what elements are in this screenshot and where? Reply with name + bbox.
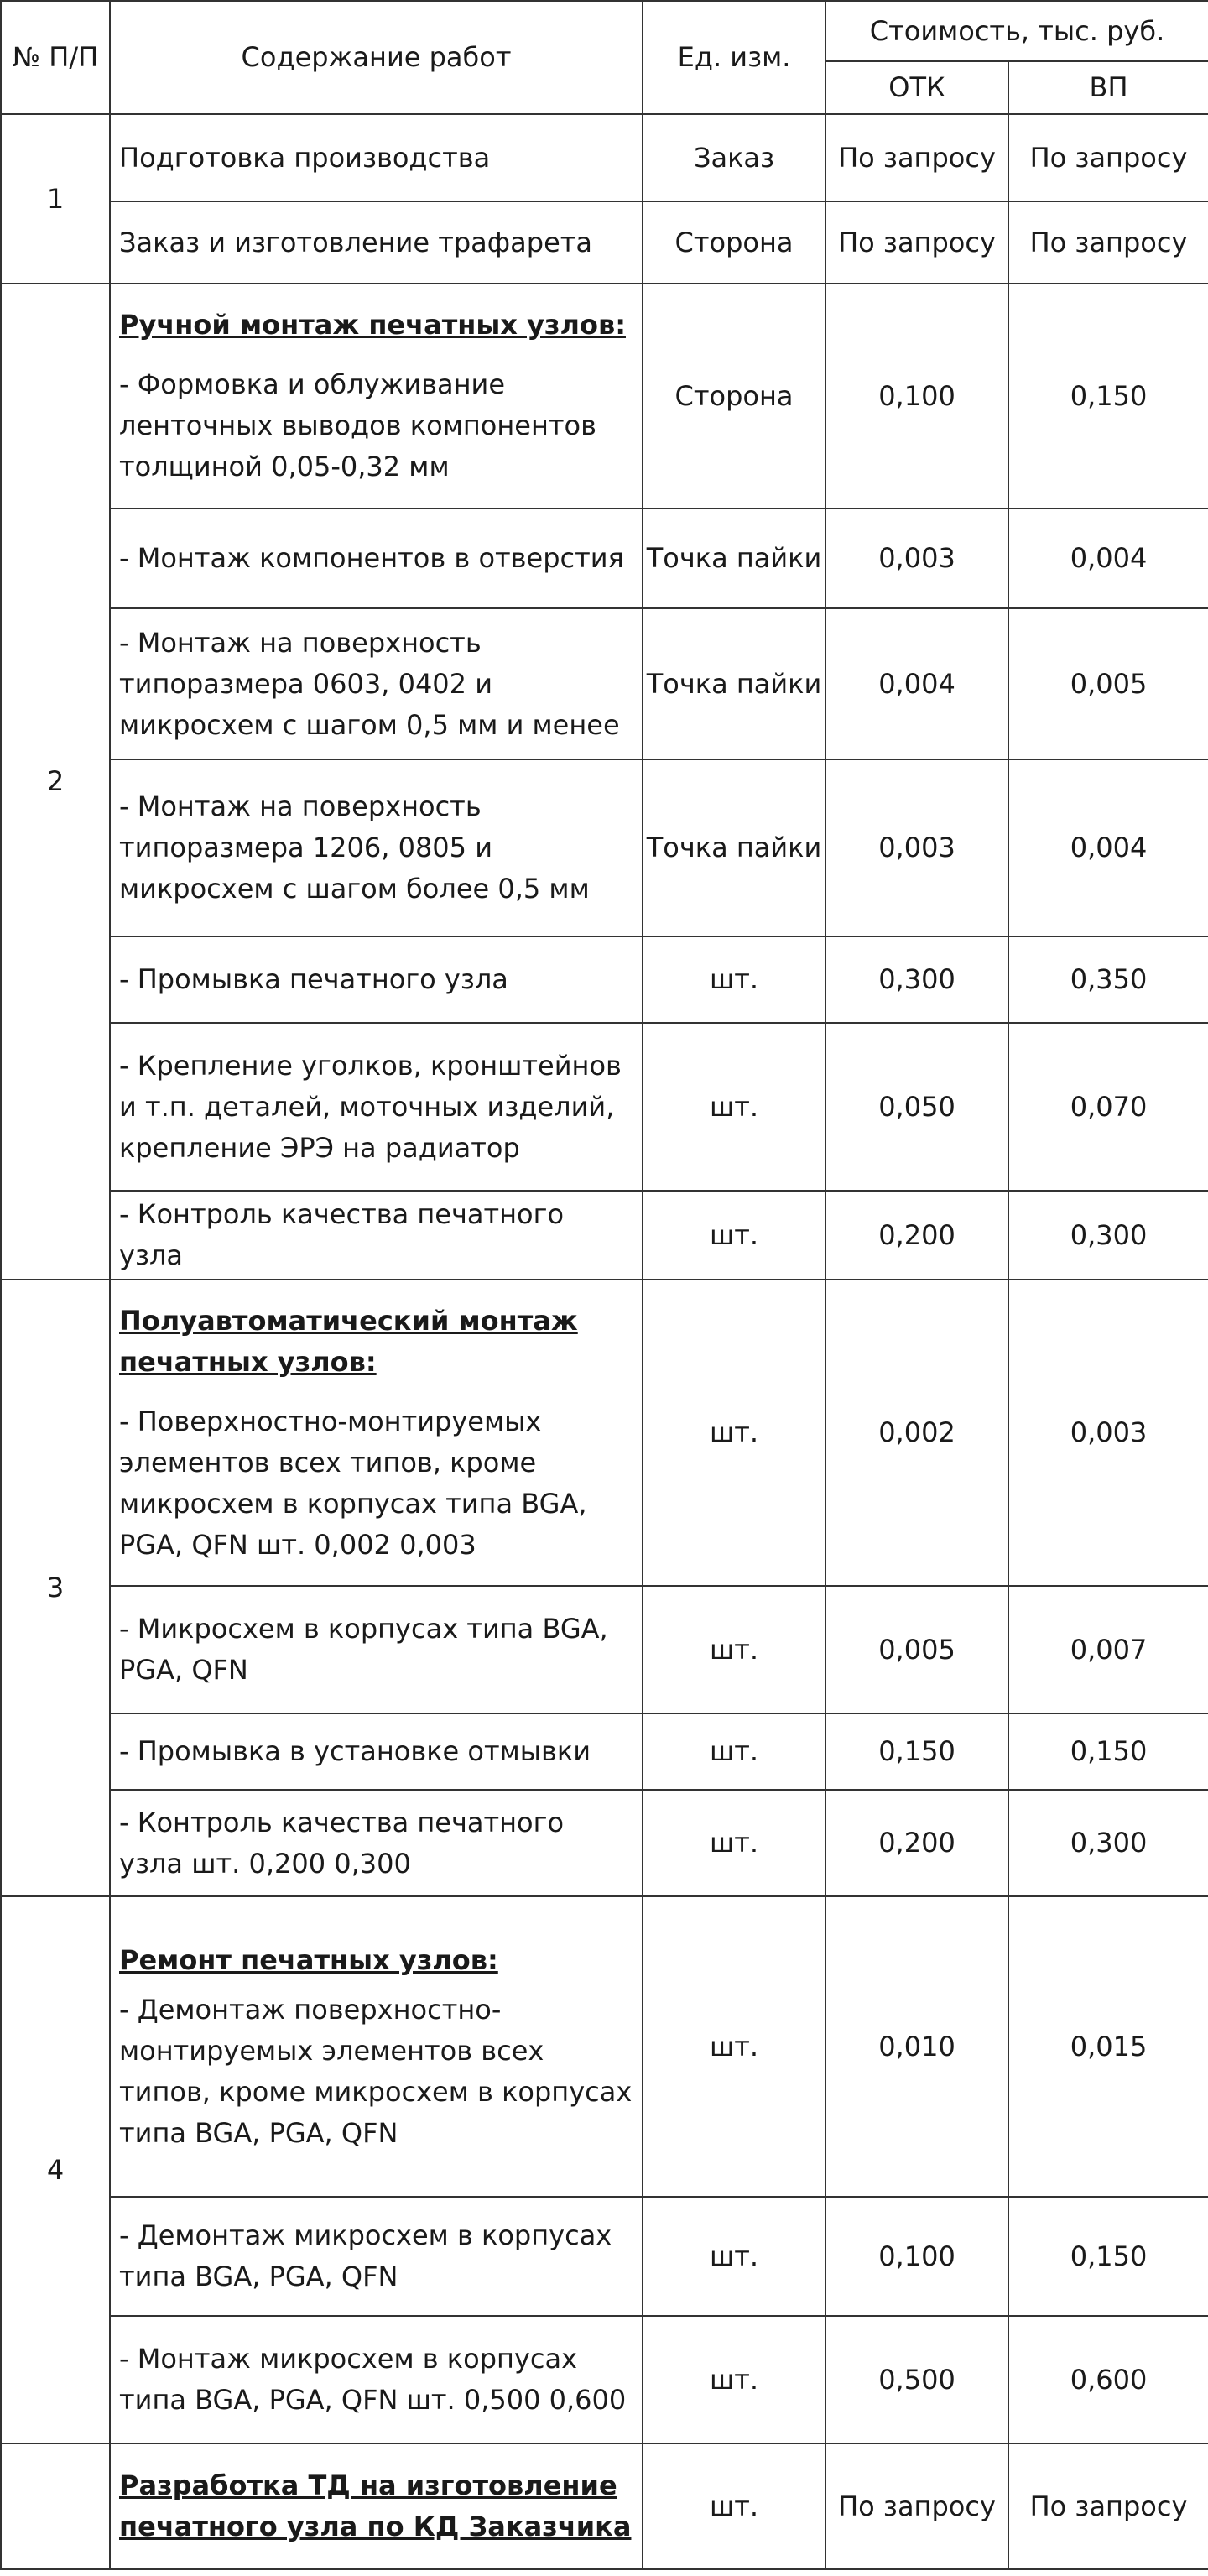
row-vp: По запросу [1008, 2443, 1208, 2569]
row-unit: Точка пайки [643, 759, 825, 936]
table-row [1, 1713, 1208, 1790]
row-otk: 0,005 [825, 1586, 1008, 1713]
row-otk: 0,050 [825, 1023, 1008, 1191]
row-vp: 0,005 [1008, 608, 1208, 759]
row-vp: 0,070 [1008, 1023, 1208, 1191]
row-otk: 0,002 [825, 1280, 1008, 1586]
table-row [1, 284, 1208, 508]
row-content: - Демонтаж микросхем в корпусах типа BGA, PGA, QFN [110, 2197, 643, 2316]
table-row [1, 2316, 1208, 2443]
section-number: 3 [1, 1280, 110, 1896]
row-otk: 0,100 [825, 284, 1008, 508]
row-content [110, 284, 643, 508]
row-otk: По запросу [825, 2443, 1008, 2569]
row-otk: 0,003 [825, 508, 1008, 608]
table-row [1, 759, 1208, 936]
row-unit: шт. [643, 936, 825, 1023]
table-row [1, 1280, 1208, 1586]
row-content: - Монтаж на поверхность типоразмера 1206, 0805 и микросхем с шагом более 0,5 мм [110, 759, 643, 936]
row-vp: 0,300 [1008, 1790, 1208, 1896]
row-vp: 0,150 [1008, 284, 1208, 508]
table-row [1, 608, 1208, 759]
row-content: - Контроль качества печатного узла [110, 1191, 643, 1280]
section-title: Ручной монтаж печатных узлов: [119, 309, 626, 341]
row-vp: 0,600 [1008, 2316, 1208, 2443]
table-row [1, 1586, 1208, 1713]
row-unit: шт. [643, 1023, 825, 1191]
row-unit: шт. [643, 1586, 825, 1713]
row-content: - Монтаж микросхем в корпусах типа BGA, PGA, QFN шт. 0,500 0,600 [110, 2316, 643, 2443]
row-content: - Микросхем в корпусах типа BGA, PGA, QFN [110, 1586, 643, 1713]
table-row [1, 2443, 1208, 2569]
section-number [1, 2443, 110, 2569]
row-otk: 0,150 [825, 1713, 1008, 1790]
table-row [1, 201, 1208, 284]
table-row [1, 508, 1208, 608]
table-row [1, 1191, 1208, 1280]
section-number: 1 [1, 114, 110, 284]
row-content: - Промывка печатного узла [110, 936, 643, 1023]
row-otk: 0,004 [825, 608, 1008, 759]
row-unit: шт. [643, 2197, 825, 2316]
section-number: 4 [1, 1896, 110, 2443]
header-otk: ОТК [825, 61, 1008, 114]
table-row [1, 1023, 1208, 1191]
row-content: - Крепление уголков, кронштейнов и т.п. деталей, моточных изделий, крепление ЭРЭ на радиатор [110, 1023, 643, 1191]
row-unit: шт. [643, 1713, 825, 1790]
row-otk: 0,010 [825, 1896, 1008, 2197]
row-text: - Поверхностно-монтируемых элементов всех типов, кроме микросхем в корпусах типа BGA, PGA, QFN шт. 0,002 0,003 [119, 1405, 587, 1561]
row-otk: 0,003 [825, 759, 1008, 936]
row-otk: По запросу [825, 114, 1008, 201]
row-unit: шт. [643, 2443, 825, 2569]
section-title: Разработка ТД на изготовление печатного узла по КД Заказчика [119, 2469, 632, 2542]
row-vp: 0,150 [1008, 2197, 1208, 2316]
row-content: - Монтаж компонентов в отверстия [110, 508, 643, 608]
row-unit: Сторона [643, 284, 825, 508]
section-title: Ремонт печатных узлов: [119, 1943, 498, 1976]
table-row [1, 936, 1208, 1023]
row-unit: шт. [643, 1790, 825, 1896]
row-otk: 0,100 [825, 2197, 1008, 2316]
row-unit: Точка пайки [643, 508, 825, 608]
row-unit: шт. [643, 2316, 825, 2443]
row-vp: 0,150 [1008, 1713, 1208, 1790]
section-number: 2 [1, 284, 110, 1280]
row-unit: шт. [643, 1280, 825, 1586]
table-row [1, 1896, 1208, 2197]
header-unit: Ед. изм. [643, 1, 825, 114]
header-vp: ВП [1008, 61, 1208, 114]
row-content: - Монтаж на поверхность типоразмера 0603, 0402 и микросхем с шагом 0,5 мм и менее [110, 608, 643, 759]
header-num: № П/П [1, 1, 110, 114]
row-unit: Сторона [643, 201, 825, 284]
row-content: - Промывка в установке отмывки [110, 1713, 643, 1790]
row-content: Заказ и изготовление трафарета [110, 201, 643, 284]
table-row [1, 114, 1208, 201]
row-unit: Точка пайки [643, 608, 825, 759]
row-content [110, 1280, 643, 1586]
row-vp: 0,007 [1008, 1586, 1208, 1713]
row-vp: 0,300 [1008, 1191, 1208, 1280]
row-otk: 0,500 [825, 2316, 1008, 2443]
row-vp: 0,015 [1008, 1896, 1208, 2197]
row-text: - Демонтаж поверхностно-монтируемых элементов всех типов, кроме микросхем в корпусах типа BGA, PGA, QFN [119, 1993, 633, 2149]
row-vp: По запросу [1008, 114, 1208, 201]
row-unit: шт. [643, 1896, 825, 2197]
row-unit: Заказ [643, 114, 825, 201]
row-vp: 0,004 [1008, 759, 1208, 936]
row-vp: По запросу [1008, 201, 1208, 284]
table-row [1, 1790, 1208, 1896]
header-row [1, 1, 1208, 61]
row-otk: 0,300 [825, 936, 1008, 1023]
row-content: Подготовка производства [110, 114, 643, 201]
section-title: Полуавтоматический монтаж печатных узлов: [119, 1304, 578, 1378]
row-text: - Формовка и облуживание ленточных выводов компонентов толщиной 0,05-0,32 мм [119, 368, 596, 482]
row-unit: шт. [643, 1191, 825, 1280]
header-content: Содержание работ [110, 1, 643, 114]
table-row [1, 2197, 1208, 2316]
row-vp: 0,003 [1008, 1280, 1208, 1586]
row-content [110, 2443, 643, 2569]
row-otk: По запросу [825, 201, 1008, 284]
row-vp: 0,004 [1008, 508, 1208, 608]
header-cost: Стоимость, тыс. руб. [825, 1, 1208, 61]
row-otk: 0,200 [825, 1790, 1008, 1896]
row-otk: 0,200 [825, 1191, 1008, 1280]
row-content: - Контроль качества печатного узла шт. 0,200 0,300 [110, 1790, 643, 1896]
row-content [110, 1896, 643, 2197]
row-vp: 0,350 [1008, 936, 1208, 1023]
